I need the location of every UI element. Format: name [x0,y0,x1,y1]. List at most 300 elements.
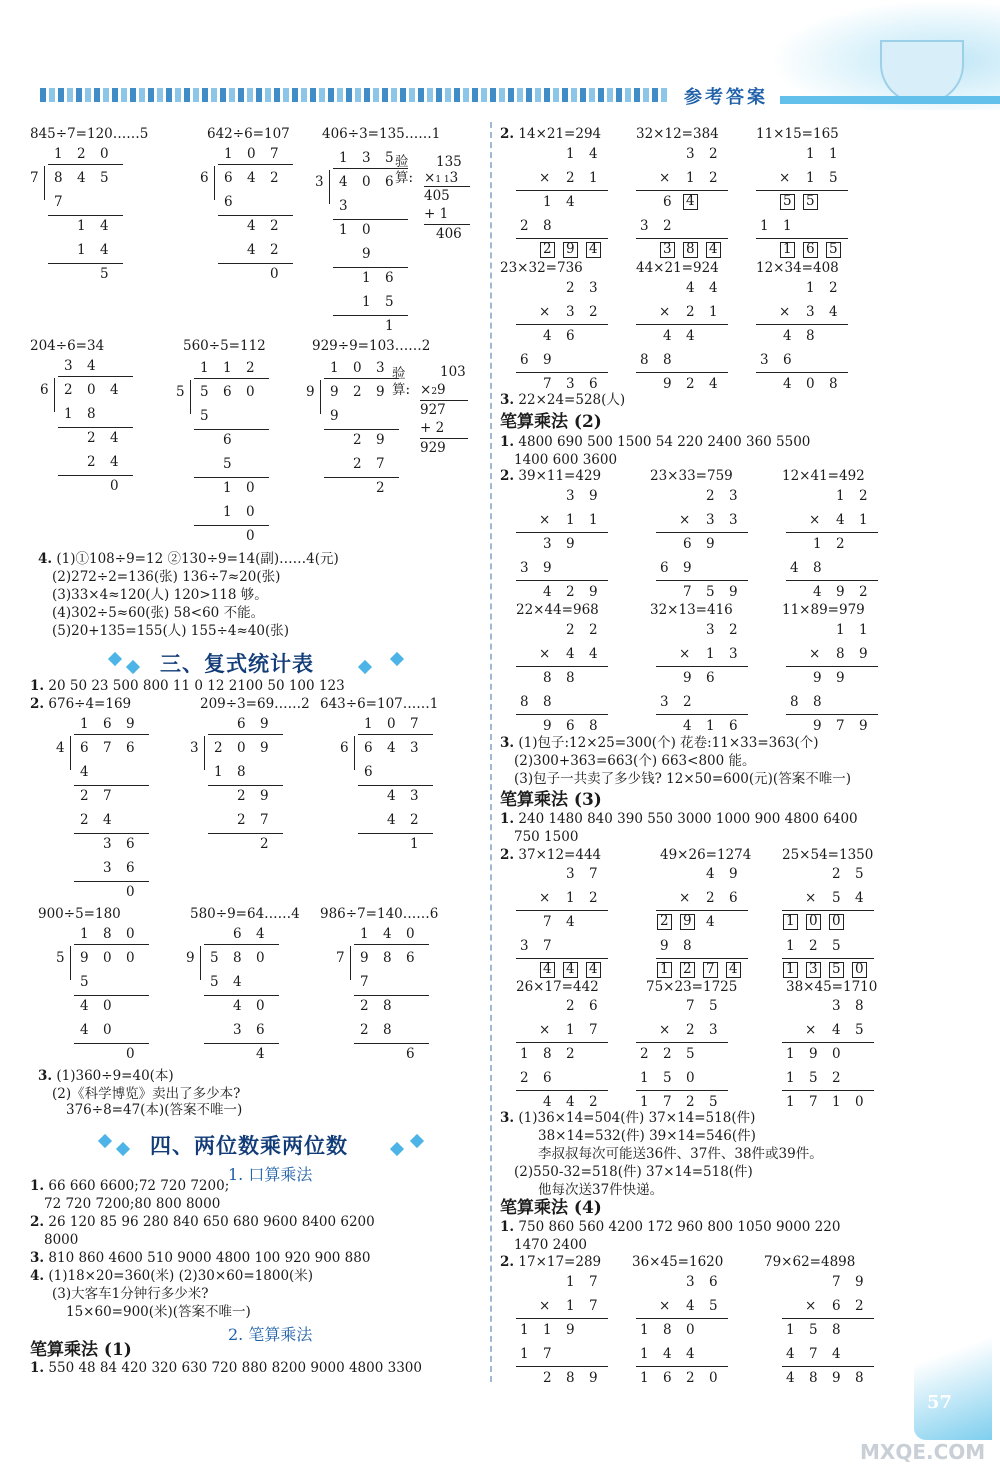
digit: 4 [786,1346,795,1362]
digit: 4 [832,1346,841,1362]
rule-line [74,833,149,834]
digit: 3 [566,304,575,320]
digit: 0 [246,528,255,544]
digit: 2 [706,488,715,504]
digit: 1 [385,318,394,334]
bracket-line [70,736,71,770]
digit: 2 [589,890,598,906]
digit: 0 [362,222,371,238]
digit: 8 [543,218,552,234]
times: × [539,1022,551,1038]
answer-line: (2)《科学博览》卖出了多少本? [52,1086,241,1102]
digit: 3 [520,560,529,576]
rule-line [194,429,269,430]
digit: 6 [520,352,529,368]
digit: 3 [640,218,649,234]
answer-line: 3. (1)包子:12×25=300(个) 花卷:11×33=363(个) [500,735,819,751]
digit: 0 [87,382,96,398]
digit: 0 [100,146,109,162]
digit: 9 [80,950,89,966]
digit: 7 [376,456,385,472]
equation: 209÷3=69……2 [200,696,310,712]
rule-line [74,995,149,996]
digit: 5 [809,1070,818,1086]
rule-line [516,1366,608,1367]
answer-line: 1470 2400 [514,1237,588,1253]
digit: 2 [855,1298,864,1314]
digit: 6 [589,998,598,1014]
digit: 8 [806,328,815,344]
digit: 1 [806,280,815,296]
digit: 3 [376,360,385,376]
digit: 4 [589,146,598,162]
digit: 2 [566,584,575,600]
rule-line [782,1090,874,1091]
digit: 9 [729,866,738,882]
digit: 1 [786,1322,795,1338]
rule-line [516,958,608,959]
rule-line [74,1043,149,1044]
divisor: 9 [306,384,315,400]
diamond-icon [410,1134,424,1148]
digit: 0 [246,384,255,400]
digit: 4 [663,1346,672,1362]
digit: 4 [589,646,598,662]
digit: 1 [836,622,845,638]
rule-line [636,1042,728,1043]
header-band [40,88,670,102]
times: × [659,1022,671,1038]
digit: 1 [566,890,575,906]
digit: 5 [385,150,394,166]
digit: 3 [760,352,769,368]
rule-line [74,734,149,735]
equation: 25×54=1350 [782,847,874,863]
digit: 4 [709,280,718,296]
digit: 9 [376,384,385,400]
bracket-line [204,736,205,770]
section-title-3: 三、复式统计表 [160,651,314,676]
rule-line [636,372,728,373]
digit: 3 [729,646,738,662]
bracket-line [320,380,321,414]
digit: 6 [729,890,738,906]
times: × [659,304,671,320]
times: × [539,512,551,528]
rule-line [354,995,429,996]
digit: 5 [686,1046,695,1062]
rule-line [324,429,399,430]
box-digit: 0 [809,913,818,929]
rule-line [58,475,133,476]
answer-line: (4)302÷5≈60(张) 58<60 不能。 [52,605,265,621]
digit: 1 [783,218,792,234]
digit: 7 [360,974,369,990]
digit: 8 [809,1370,818,1386]
section-heading: 笔算乘法 (4) [500,1198,602,1218]
rule-line [786,580,878,581]
digit: 6 [783,352,792,368]
rule-line [756,324,848,325]
subsection-written-multiplication: 2. 笔算乘法 [228,1325,313,1344]
rule-line [354,944,429,945]
digit: 2 [686,1094,695,1110]
rule-line [756,372,848,373]
digit: 5 [855,1022,864,1038]
box-digit: 4 [729,961,738,977]
rule-line [424,224,470,225]
digit: 1 [520,1322,529,1338]
rule-line [656,958,748,959]
digit: 1 [706,646,715,662]
check: ×29 [420,382,446,398]
digit: 8 [836,646,845,662]
answer-line: 1. 750 860 560 4200 172 960 800 1050 9000 220 [500,1219,841,1235]
digit: 9 [543,718,552,734]
digit: 1 [806,146,815,162]
digit: 0 [103,950,112,966]
digit: 9 [660,938,669,954]
digit: 6 [566,328,575,344]
answer-line: 3. (1)36×14=504(件) 37×14=518(件) [500,1110,756,1126]
equation: 580÷9=64……4 [190,906,300,922]
digit: 0 [353,360,362,376]
digit: 9 [729,584,738,600]
digit: 3 [566,376,575,392]
answer-line: 1. 66 660 6600;72 720 7200; [30,1178,230,1194]
check: 103 [440,364,466,380]
digit: 3 [64,358,73,374]
answer-line: 8000 [44,1232,79,1248]
digit: 2 [270,242,279,258]
rule-line [656,714,748,715]
digit: 3 [520,938,529,954]
digit: 7 [589,1298,598,1314]
digit: 1 [200,360,209,376]
digit: 0 [256,998,265,1014]
digit: 3 [832,998,841,1014]
times: × [679,512,691,528]
rule-line [636,1366,728,1367]
digit: 6 [364,764,373,780]
digit: 2 [566,622,575,638]
rule-line [58,427,133,428]
rule-line [516,190,608,191]
divisor: 5 [176,384,185,400]
rule-line [516,580,608,581]
digit: 8 [683,938,692,954]
digit: 1 [566,1022,575,1038]
digit: 1 [214,764,223,780]
digit: 1 [520,1346,529,1362]
digit: 4 [686,1346,695,1362]
digit: 2 [353,384,362,400]
box-digit: 4 [566,961,575,977]
digit: 3 [233,1022,242,1038]
digit: 2 [410,812,419,828]
digit: 6 [126,836,135,852]
bracket-line [214,166,215,200]
times: × [805,890,817,906]
rule-line [656,580,748,581]
digit: 8 [855,1370,864,1386]
digit: 4 [566,914,575,930]
digit: 7 [260,812,269,828]
box-digit: 5 [783,193,792,209]
digit: 2 [87,454,96,470]
digit: 7 [54,194,63,210]
digit: 2 [520,218,529,234]
digit: 2 [64,382,73,398]
times: × [539,1298,551,1314]
digit: 1 [832,1094,841,1110]
digit: 4 [686,1298,695,1314]
box-digit: 0 [855,961,864,977]
digit: 2 [686,304,695,320]
digit: 6 [233,926,242,942]
digit: 1 [520,1046,529,1062]
digit: 3 [362,150,371,166]
digit: 1 [589,512,598,528]
digit: 2 [237,812,246,828]
digit: 2 [686,376,695,392]
digit: 4 [855,890,864,906]
digit: 7 [832,1274,841,1290]
rule-line [636,238,728,239]
digit: 5 [210,974,219,990]
digit: 3 [103,836,112,852]
digit: 5 [663,1070,672,1086]
digit: 7 [103,740,112,756]
digit: 6 [223,432,232,448]
times: × [539,646,551,662]
digit: 1 [543,1322,552,1338]
digit: 2 [832,1070,841,1086]
digit: 9 [362,246,371,262]
rule-line [48,164,123,165]
page-number: 57 [927,1392,953,1413]
digit: 3 [410,788,419,804]
digit: 4 [110,382,119,398]
answer-line: (3)大客车1分钟行多少米? [52,1286,209,1302]
digit: 4 [256,1046,265,1062]
digit: 1 [589,170,598,186]
header-stripe [780,96,1000,104]
digit: 7 [836,718,845,734]
check: + 1 [424,206,449,222]
digit: 2 [589,622,598,638]
digit: 4 [790,560,799,576]
bracket-line [190,380,191,414]
equation: 11×89=979 [782,602,865,618]
digit: 1 [786,1094,795,1110]
divisor: 7 [336,950,345,966]
digit: 4 [77,170,86,186]
digit: 2 [77,146,86,162]
digit: 9 [836,584,845,600]
digit: 2 [360,998,369,1014]
digit: 1 [223,480,232,496]
digit: 4 [543,328,552,344]
digit: 0 [709,1370,718,1386]
digit: 8 [566,1370,575,1386]
answer-line: 3. 810 860 4600 510 9000 4800 100 920 900 880 [30,1250,371,1266]
digit: 7 [270,146,279,162]
check: 927 [420,402,446,418]
digit: 7 [410,716,419,732]
rule-line [782,1366,874,1367]
digit: 1 [54,146,63,162]
equation: 2. 676÷4=169 [30,696,132,712]
rule-line [516,324,608,325]
digit: 6 [385,270,394,286]
digit: 2 [859,488,868,504]
digit: 2 [640,1046,649,1062]
digit: 2 [686,1370,695,1386]
divisor: 6 [200,170,209,186]
answer-line: (3)包子一共卖了多少钱? 12×50=600(元)(答案不唯一) [514,771,851,787]
digit: 8 [233,950,242,966]
digit: 7 [103,788,112,804]
digit: 5 [829,170,838,186]
diamond-icon [390,652,404,666]
digit: 9 [126,716,135,732]
digit: 1 [859,512,868,528]
digit: 9 [260,716,269,732]
box-digit: 3 [809,961,818,977]
digit: 9 [859,718,868,734]
rule-line [516,1042,608,1043]
box-digit: 2 [543,241,552,257]
divisor: 4 [56,740,65,756]
digit: 6 [364,740,373,756]
digit: 7 [543,938,552,954]
times: × [779,304,791,320]
divisor: 3 [315,174,324,190]
digit: 5 [200,384,209,400]
divisor: 5 [56,950,65,966]
box-digit: 3 [663,241,672,257]
box-digit: 4 [589,961,598,977]
rule-line [516,238,608,239]
digit: 8 [383,1022,392,1038]
equation: 79×62=4898 [764,1254,856,1270]
digit: 4 [247,170,256,186]
rule-line [194,378,269,379]
digit: 4 [233,998,242,1014]
check: ×1 13 [424,170,459,186]
rule-line [208,734,283,735]
rule-line [204,995,279,996]
digit: 9 [589,584,598,600]
digit: 4 [247,218,256,234]
digit: 2 [360,1022,369,1038]
equation: 2. 37×12=444 [500,847,602,863]
rule-line [194,525,269,526]
digit: 6 [385,174,394,190]
rule-line [636,1318,728,1319]
digit: 8 [103,926,112,942]
digit: 1 [360,926,369,942]
digit: 4 [103,812,112,828]
digit: 2 [829,280,838,296]
digit: 7 [589,1022,598,1038]
box-digit: 4 [589,241,598,257]
rule-line [204,1043,279,1044]
digit: 6 [729,718,738,734]
digit: 0 [806,376,815,392]
digit: 4 [387,788,396,804]
section-heading: 笔算乘法 (1) [30,1340,132,1360]
digit: 2 [589,1094,598,1110]
answer-line: 15×60=900(米)(答案不唯一) [66,1304,251,1320]
digit: 5 [210,950,219,966]
digit: 6 [103,716,112,732]
rule-line [333,267,408,268]
digit: 0 [270,266,279,282]
bracket-line [354,736,355,770]
diamond-icon [390,1142,404,1156]
digit: 6 [224,194,233,210]
box-digit: 9 [566,241,575,257]
digit: 1 [859,622,868,638]
answer-line: 38×14=532(件) 39×14=546(件) [538,1128,756,1144]
equation: 900÷5=180 [38,906,121,922]
check: 406 [436,226,462,242]
digit: 1 [640,1094,649,1110]
column-divider [490,122,492,1382]
digit: 8 [640,352,649,368]
answer-line: 1400 600 3600 [514,452,618,468]
digit: 2 [683,694,692,710]
diamond-icon [126,660,140,674]
rule-line [48,215,123,216]
box-digit: 8 [686,241,695,257]
check: 135 [436,154,462,170]
digit: 6 [663,194,672,210]
digit: 4 [686,328,695,344]
digit: 3 [706,512,715,528]
digit: 2 [566,1046,575,1062]
digit: 9 [589,488,598,504]
digit: 8 [383,998,392,1014]
digit: 5 [855,866,864,882]
digit: 4 [709,376,718,392]
digit: 0 [110,478,119,494]
digit: 6 [663,1370,672,1386]
answer-line: 3. 22×24=528(人) [500,392,626,408]
digit: 4 [686,280,695,296]
digit: 2 [809,938,818,954]
rule-line [218,164,293,165]
digit: 2 [237,788,246,804]
check-label: 算: [395,170,414,186]
box-digit: 9 [683,913,692,929]
digit: 2 [87,430,96,446]
answer-line: 72 720 7200;80 800 8000 [44,1196,221,1212]
digit: 8 [520,694,529,710]
rule-line [424,186,470,187]
digit: 8 [829,376,838,392]
rule-line [358,734,433,735]
digit: 3 [729,488,738,504]
digit: 8 [383,950,392,966]
digit: 4 [110,430,119,446]
digit: 3 [686,146,695,162]
digit: 5 [223,456,232,472]
digit: 8 [543,1046,552,1062]
digit: 5 [809,1322,818,1338]
